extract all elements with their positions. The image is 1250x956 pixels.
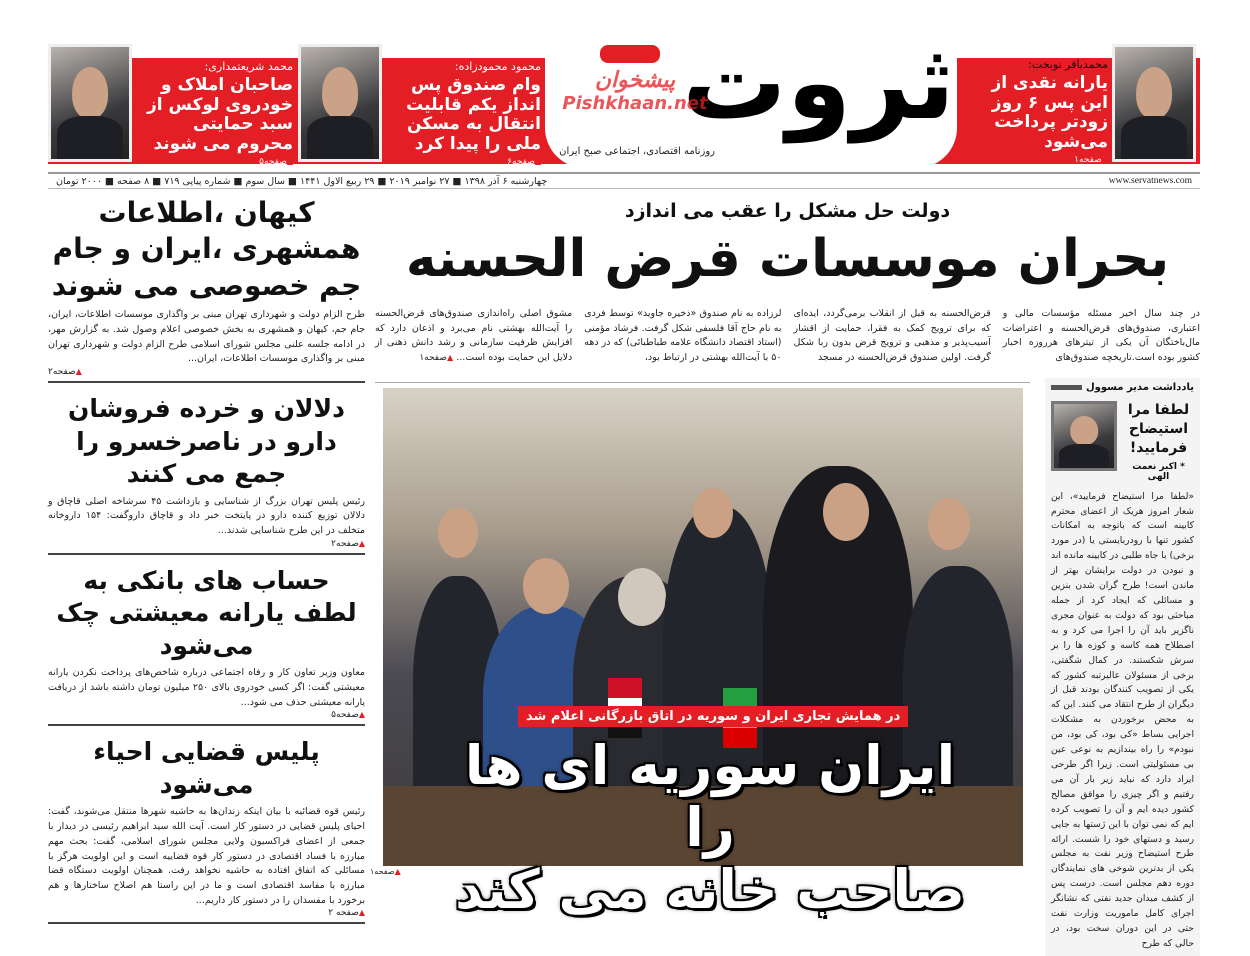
editorial-title: لطفا مرا استیضاح فرمایید! bbox=[1127, 402, 1190, 456]
left-story-body: رئیس پلیس تهران بزرگ از شناسایی و بازداشت ۴۵ سرشاخه اصلی قاچاق و دلالان توزیع کننده دارو در پایتخت خبر داد و قاچاق داروگفت: ۱۵۴ داروخانه متخلف در این طرح شناسایی شدند... bbox=[48, 495, 365, 536]
left-story[interactable] bbox=[48, 565, 365, 727]
main-kicker: دولت حل مشکل را عقب می اندازد bbox=[624, 200, 951, 222]
left-story-body: معاون وزیر تعاون کار و رفاه اجتماعی درباره شاخص‌های پرداخت نکردن یارانه معیشتی گفت: اگر کسی خودروی بالای ۲۵۰ میلیون تومان داشته باشد از دریافت یارانه معیشتی حذف می شود... bbox=[48, 667, 365, 708]
editorial-kicker bbox=[1051, 382, 1194, 393]
editorial-body: «لطفا مرا استیضاح فرمایید»، این شعار امروز هریک از اعضای محترم کابینه است که باتوجه به امکانات کشور تنها با رودربایستی یا (در مورد برخی) با جاه طلبی در کابینه مانده اند و نبودن در دولت برایشان بهتر از ماندن است! طرح گران شدن بنزین و مسائلی که ایجاد کرد از جمله مباحثی بود که دولت به عنوان مجری ناگزیر باید آن را اجرا می کرد و به اصطلاح همه کاسه و کوزه ها را بر سرش شکستند. در کمال شگفتی، برخی از مسئولان عالیرتبه کشور که یکی از تصویب کنندگان بودند قبل از دیگران از طرح انتقاد می کنند. این که به محض برخوردن به مشکلات اجرایی بساط «کی بود، کی بود، من نبودم» را راه بیندازیم به نوعی عین بی مسئولیتی است. زیرا اگر طرحی ایراد دارد که نباید زیر بار آن می رفتیم و اگر چیزی را موافق مصالح کشور دیده ایم و آن را تصویب کرده ایم که نمی توان با این ژستها به جایی رسید و دستهای خود را شست. ارائه طرح استیضاح وزیر نفت به مجلس یکی از بدترین شوخی های نمایندگان دوره دهم مجلس است. درست پس از کشف میدان جدید نفتی که نشانگر اجرای کامل ماموریت وزارت نفت حتی در این دوران سخت بود، در حالی که طرح bbox=[1051, 490, 1194, 949]
left-story-headline: دلالان و خرده فروشان دارو در ناصرخسرو را جمع می کنند bbox=[68, 394, 345, 489]
photo-page-ref[interactable]: ▲ صفحه۱ bbox=[370, 867, 401, 876]
left-column bbox=[48, 195, 365, 934]
watermark bbox=[560, 68, 710, 114]
teaser-left[interactable] bbox=[135, 60, 293, 167]
teaser-source: محمود محمودزاده: bbox=[454, 60, 541, 73]
left-story-page-ref[interactable]: ▲ صفحه۲ bbox=[48, 539, 365, 549]
left-story-headline: حساب های بانکی به لطف یارانه معیشتی چک می‌شود bbox=[56, 565, 357, 660]
left-story-headline: کیهان ،اطلاعات همشهری ،ایران و جام جم خصوصی می شوند bbox=[51, 196, 362, 302]
teaser-page-ref: ▲ صفحه۱ bbox=[962, 155, 1108, 165]
teaser-source: محمدباقر نوبخت: bbox=[1028, 58, 1108, 71]
main-story-col: لرزاده به نام صندوق «ذخیره جاوید» توسط فردی به نام حاج آقا فلسفی شکل گرفت. فرشاد مؤمنی (استاد اقتصاد دانشگاه علامه طباطبائی) که در دهه ۵۰ با آیت‌الله بهشتی در ارتباط بود، bbox=[584, 308, 782, 364]
photo-headline-line2: صاحب خانه می کند bbox=[455, 858, 965, 922]
main-headline[interactable]: بحران موسسات قرض الحسنه bbox=[405, 229, 1170, 289]
editorial-author: * اکبر نعمت الهی bbox=[1132, 461, 1185, 482]
teaser-headline: صاحبان املاک و خودروی لوکس از سبد حمایتی محروم می شوند bbox=[147, 75, 293, 154]
dateline-bar bbox=[48, 172, 1200, 189]
main-story-body bbox=[375, 307, 1200, 366]
editorial-author-photo bbox=[1051, 401, 1117, 471]
left-story[interactable] bbox=[48, 195, 365, 383]
left-story-headline: پلیس قضایی احیاء می‌شود bbox=[93, 737, 320, 799]
left-story[interactable] bbox=[48, 393, 365, 555]
teaser-photo-nobakht bbox=[1112, 44, 1196, 162]
left-story-body: رئیس قوه قضائیه با بیان اینکه زندان‌ها به حاشیه شهرها منتقل می‌شوند، گفت: احیای پلیس قضایی در دستور کار است. آیت الله سید ابراهیم رئیسی در دیدار با جمعی از اعضای فراکسیون ولایی مجلس شورای اسلامی، گفت: بحث مهم مبارزه با فساد اقتصادی در دستور کار قوه قضاییه است و این اولویت هرگز با مسائلی که اتفاق افتاده به حاشیه نخواهد رفت. همچنان اولویت دستگاه قضا مبارزه با مفاسد اقتصادی است و ما در این راستا هم اصلاح ساختارها و هم برخورد با مفسدان را در دستور کار داریم... bbox=[48, 806, 365, 906]
main-story-col: در چند سال اخیر مسئله مؤسسات مالی و اعتباری، صندوق‌های قرض‌الحسنه و اعتراضات مال‌باختگان آن یکی از تیترهای هرروزه اخبار کشور بوده است.تاریخچه صندوق‌های bbox=[1002, 308, 1200, 364]
main-story-col bbox=[375, 307, 572, 366]
watermark-fa: پیشخوان bbox=[594, 68, 676, 93]
left-story[interactable] bbox=[48, 736, 365, 924]
teaser-page-ref: ▲ صفحه۶ bbox=[386, 157, 541, 167]
editorial-column[interactable] bbox=[1045, 378, 1200, 956]
left-story-page-ref[interactable]: ▲ صفحه ۲ bbox=[48, 908, 365, 918]
main-story-col: قرض‌الحسنه به قبل از انقلاب برمی‌گردد، ایده‌ای که برای ترویج کمک به فقرا، حمایت از اقشار آسیب‌پذیر و مذهبی و ترویج قرض بدون ربا شکل گرفت. اولین صندوق قرض‌الحسنه در مسجد bbox=[793, 308, 991, 364]
dateline-text: چهارشنبه ۶ آذر ۱۳۹۸ ■ ۲۷ نوامبر ۲۰۱۹ ■ ۲۹ ربیع الاول ۱۴۴۱ ■ سال سوم ■ شماره پیاپی ۷۱۹ ■ ۸ صفحه ■ ۲۰۰۰ تومان bbox=[56, 176, 548, 187]
teaser-right[interactable] bbox=[962, 58, 1108, 166]
photo-headline-line1: ایران سوریه ای ها را bbox=[464, 734, 956, 860]
newspaper-logo: ثروت bbox=[682, 21, 955, 143]
left-story-page-ref[interactable]: ▲ صفحه۲ bbox=[48, 367, 365, 377]
watermark-en: Pishkhaan.net bbox=[562, 93, 708, 114]
divider bbox=[375, 382, 1030, 383]
teaser-headline: وام صندوق پس انداز یکم قابلیت انتقال به مسکن ملی را پیدا کرد bbox=[406, 75, 541, 154]
main-story-page-ref[interactable]: ▲ صفحه۱ bbox=[419, 353, 453, 363]
website[interactable]: www.servatnews.com bbox=[1108, 176, 1192, 186]
teaser-headline: یارانه نقدی از این پس ۶ روز زودتر پرداخت می‌شود bbox=[991, 73, 1108, 152]
tagline: روزنامه اقتصادی، اجتماعی صبح ایران bbox=[559, 146, 715, 157]
teaser-photo-shariatmadari bbox=[48, 44, 132, 162]
teaser-photo-mahmoudzadeh bbox=[298, 44, 382, 162]
photo-caption: در همایش تجاری ایران و سوریه در اتاق بازرگانی اعلام شد bbox=[518, 706, 908, 727]
left-story-page-ref[interactable]: ▲ صفحه۵ bbox=[48, 710, 365, 720]
teaser-middle[interactable] bbox=[386, 60, 541, 167]
main-story-text: مشوق اصلی راه‌اندازی صندوق‌های قرض‌الحسنه را آیت‌الله بهشتی نام می‌برد و اذعان دارد که افزایش ظرفیت سازمانی و رشد دانش ذهنی از دلایل این حمایت بوده است... bbox=[375, 308, 573, 364]
teaser-page-ref: ▲ صفحه۵ bbox=[135, 157, 293, 167]
editorial-kicker-text: یادداشت مدیر مسوول bbox=[1085, 382, 1194, 393]
left-story-body: طرح الزام دولت و شهرداری تهران مبنی بر واگذاری موسسات اطلاعات، ایران، جام جم، کیهان و همشهری به بخش خصوصی اعلام وصول شد. به گزارش مهر، در ادامه جلسه علنی مجلس شورای اسلامی طرح الزام دولت و شهرداری تهران مبنی بر واگذاری موسسات اطلاعات، ایران... bbox=[48, 309, 365, 365]
teaser-source: محمد شریعتمداری: bbox=[204, 60, 293, 73]
photo-headline[interactable] bbox=[450, 735, 970, 921]
